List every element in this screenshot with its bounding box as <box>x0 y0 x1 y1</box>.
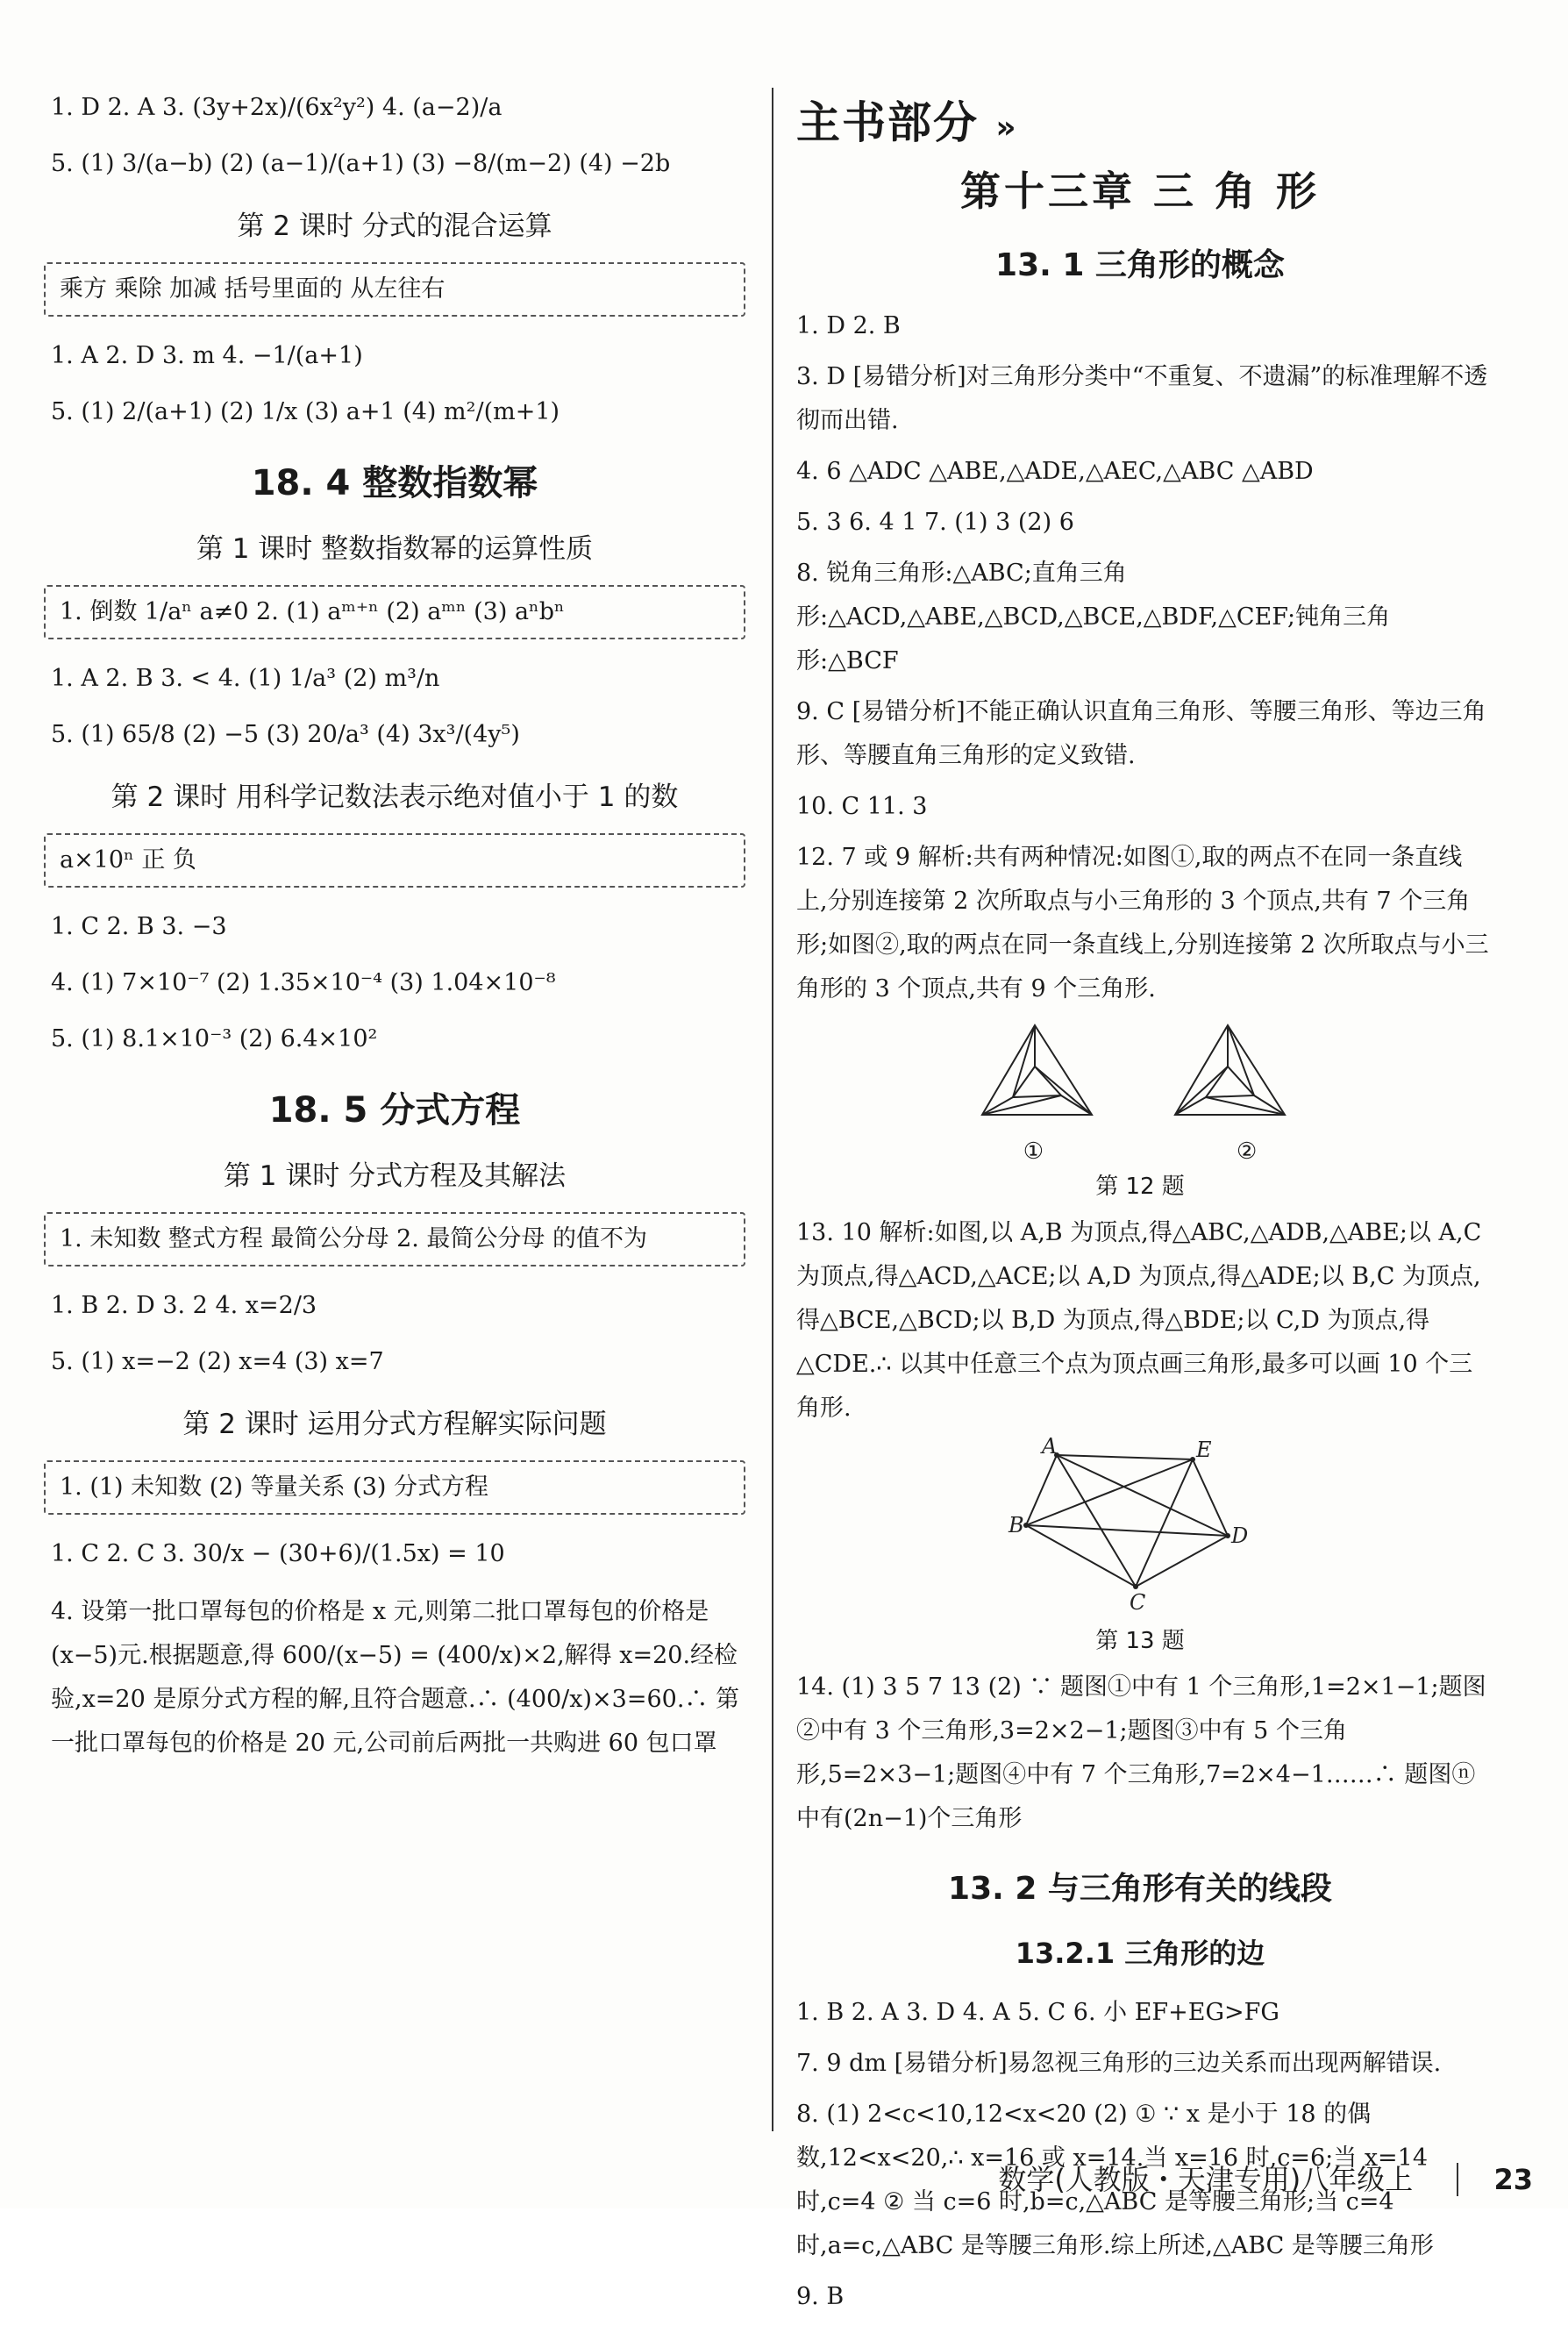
answer-line: 9. B <box>796 2283 845 2310</box>
answer-line: 5. (1) x=−2 (2) x=4 (3) x=7 <box>51 1348 384 1375</box>
answer-line: 10. C 11. 3 <box>796 793 928 820</box>
figure-13 <box>789 1434 1491 1619</box>
answer-line: 1. A 2. B 3. < 4. (1) 1/a³ (2) m³/n <box>51 665 440 692</box>
lesson-title: 第 2 课时 运用分式方程解实际问题 <box>182 1409 607 1440</box>
main-title-text: 主书部分 <box>796 97 979 148</box>
fill-blank-box: 1. 未知数 整式方程 最简公分母 2. 最简公分母 的值不为 <box>44 1212 745 1266</box>
fig12-label-2: ② <box>1237 1138 1258 1165</box>
answer-line: 5. (1) 3/(a−b) (2) (a−1)/(a+1) (3) −8/(m−2) (4) −2b <box>51 150 671 177</box>
left-column <box>44 88 745 1773</box>
answer-line: 1. D 2. B <box>796 312 901 339</box>
answer-paragraph: 13. 10 解析:如图,以 A,B 为顶点,得△ABC,△ADB,△ABE;以 A,C 为顶点,得△ACD,△ACE;以 A,D 为顶点,得△ADE;以 B,C 为顶点,得△BCE,△BCD;以 B,D 为顶点,得△BDE;以 C,D 为顶点,得△CDE.∴ 以其中任意三个点为顶点画三角形,最多可以画 10 个三角形. <box>796 1219 1482 1422</box>
fill-blank-box: 1. (1) 未知数 (2) 等量关系 (3) 分式方程 <box>44 1460 745 1515</box>
fill-blank-box: 乘方 乘除 加减 括号里面的 从左往右 <box>44 262 745 317</box>
fig13-label-B: B <box>1009 1513 1024 1538</box>
lesson-title: 第 1 课时 分式方程及其解法 <box>223 1160 567 1192</box>
answer-paragraph: 12. 7 或 9 解析:共有两种情况:如图①,取的两点不在同一条直线上,分别连接第 2 次所取点与小三角形的 3 个顶点,共有 7 个三角形;如图②,取的两点在同一条直线上,分别连接第 2 次所取点与小三角形的 3 个顶点,共有 9 个三角形. <box>796 844 1489 1002</box>
answer-line: 1. D 2. A 3. (3y+2x)/(6x²y²) 4. (a−2)/a <box>51 94 502 121</box>
fig13-label-E: E <box>1196 1438 1212 1462</box>
figure-caption: 第 12 题 <box>1095 1174 1185 1200</box>
chapter-title: 第十三章 三 角 形 <box>959 168 1321 215</box>
answer-paragraph: 4. 设第一批口罩每包的价格是 x 元,则第二批口罩每包的价格是(x−5)元.根据题意,得 600/(x−5) = (400/x)×2,解得 x=20.经检验,x=20 是原分式方程的解,且符合题意.∴ (400/x)×3=60.∴ 第一批口罩每包的价格是 20 元,公司前后两批一共购进 60 包口罩 <box>51 1598 739 1757</box>
answer-paragraph: 9. C [易错分析]不能正确认识直角三角形、等腰三角形、等边三角形、等腰直角三角形的定义致错. <box>796 698 1486 769</box>
fig13-label-A: A <box>1042 1434 1058 1459</box>
figure-12-svg <box>973 1018 1307 1132</box>
page-footer <box>998 2158 1533 2198</box>
lesson-title: 第 1 课时 整数指数幂的运算性质 <box>196 533 594 565</box>
figure-caption: 第 13 题 <box>1095 1628 1185 1654</box>
answer-line: 5. (1) 2/(a+1) (2) 1/x (3) a+1 (4) m²/(m+1) <box>51 398 560 425</box>
answer-line: 5. 3 6. 4 1 7. (1) 3 (2) 6 <box>796 509 1074 536</box>
section-title: 13. 1 三角形的概念 <box>995 247 1285 283</box>
main-book-title <box>796 88 1491 151</box>
answer-paragraph: 3. D [易错分析]对三角形分类中“不重复、不遗漏”的标准理解不透彻而出错. <box>796 363 1488 434</box>
figure-12 <box>789 1018 1491 1165</box>
double-chevron-icon: » <box>995 110 1018 146</box>
fig13-label-D: D <box>1231 1523 1249 1548</box>
book-name: 数学(人教版・天津专用)八年级上 <box>998 2163 1414 2196</box>
answer-line: 1. A 2. D 3. m 4. −1/(a+1) <box>51 342 363 369</box>
lesson-title: 第 2 课时 分式的混合运算 <box>237 210 552 242</box>
fill-blank-box: 1. 倒数 1/aⁿ a≠0 2. (1) aᵐ⁺ⁿ (2) aᵐⁿ (3) aⁿbⁿ <box>44 585 745 639</box>
answer-line: 1. C 2. C 3. 30/x − (30+6)/(1.5x) = 10 <box>51 1540 505 1567</box>
fig13-label-C: C <box>1130 1590 1146 1615</box>
answer-line: 1. B 2. D 3. 2 4. x=2/3 <box>51 1292 317 1319</box>
answer-paragraph: 8. (1) 2<c<10,12<x<20 (2) ① ∵ x 是小于 18 的偶数,12<x<20,∴ x=16 或 x=14.当 x=16 时,c=6;当 x=14 时,c=4 ② 当 c=6 时,b=c,△ABC 是等腰三角形;当 c=4 时,a=c,△ABC 是等腰三角形.综上所述,△ABC 是等腰三角形 <box>796 2101 1434 2259</box>
answer-line: 4. 6 △ADC △ABE,△ADE,△AEC,△ABC △ABD <box>796 458 1314 485</box>
answer-line: 4. (1) 7×10⁻⁷ (2) 1.35×10⁻⁴ (3) 1.04×10⁻⁸ <box>51 969 556 996</box>
figure-13-svg <box>1009 1434 1272 1615</box>
fig12-inner-triangle-2 <box>1206 1067 1254 1097</box>
column-divider <box>772 88 773 2131</box>
lesson-title: 第 2 课时 用科学记数法表示绝对值小于 1 的数 <box>110 781 679 813</box>
answer-line: 1. C 2. B 3. −3 <box>51 913 227 940</box>
answer-paragraph: 7. 9 dm [易错分析]易忽视三角形的三边关系而出现两解错误. <box>796 2050 1442 2077</box>
section-title: 13. 2 与三角形有关的线段 <box>948 1871 1332 1907</box>
fill-blank-box: a×10ⁿ 正 负 <box>44 833 745 888</box>
subsection-title: 13.2.1 三角形的边 <box>1015 1937 1265 1970</box>
page-number: 23 <box>1457 2163 1533 2196</box>
answer-paragraph: 8. 锐角三角形:△ABC;直角三角形:△ACD,△ABE,△BCD,△BCE,△BDF,△CEF;钝角三角形:△BCF <box>796 560 1391 674</box>
answer-line: 5. (1) 65/8 (2) −5 (3) 20/a³ (4) 3x³/(4y⁵) <box>51 721 520 748</box>
section-title: 18. 5 分式方程 <box>268 1090 521 1131</box>
answer-line: 5. (1) 8.1×10⁻³ (2) 6.4×10² <box>51 1025 378 1052</box>
section-title: 18. 4 整数指数幂 <box>251 463 538 503</box>
right-column <box>789 88 1491 2326</box>
fig12-label-1: ① <box>1023 1138 1044 1165</box>
answer-paragraph: 14. (1) 3 5 7 13 (2) ∵ 题图①中有 1 个三角形,1=2×1−1;题图②中有 3 个三角形,3=2×2−1;题图③中有 5 个三角形,5=2×3−1;题图④中有 7 个三角形,7=2×4−1……∴ 题图ⓝ中有(2n−1)个三角形 <box>796 1673 1486 1832</box>
answer-line: 1. B 2. A 3. D 4. A 5. C 6. 小 EF+EG>FG <box>796 1999 1279 2026</box>
